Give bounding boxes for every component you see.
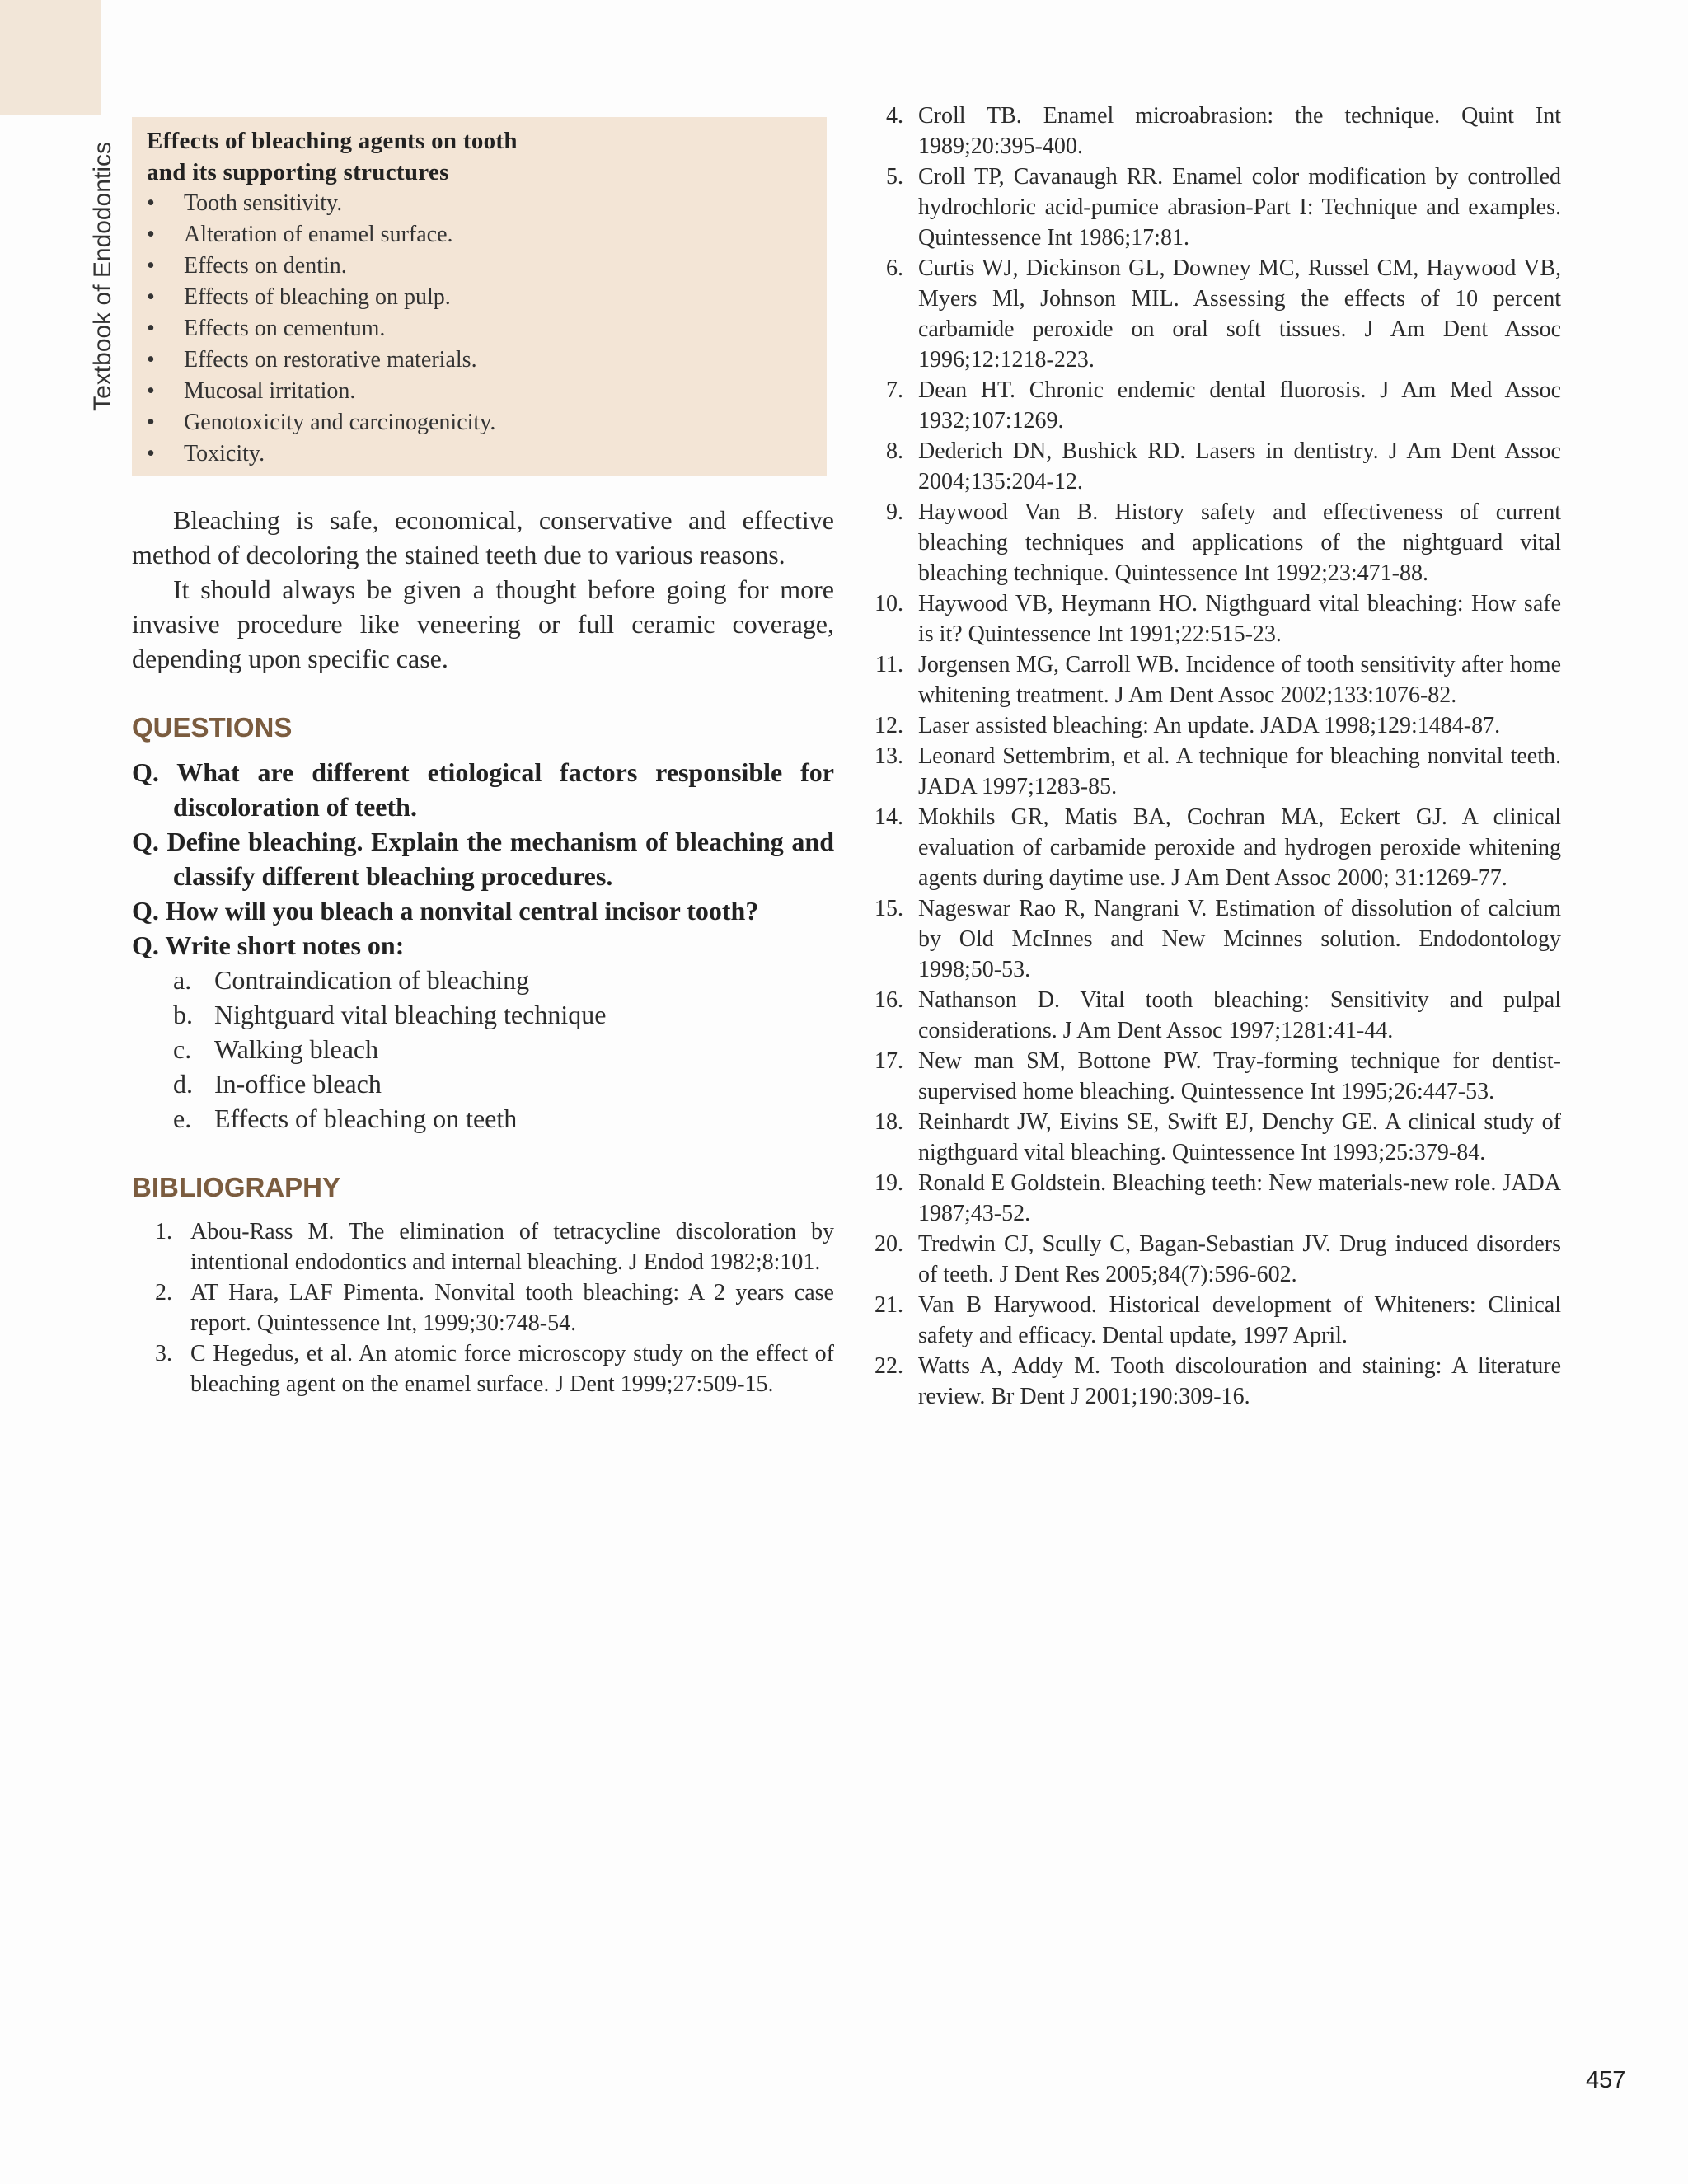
short-note-letter: b.: [173, 1000, 193, 1029]
reference-item: [132, 1277, 834, 1338]
question-item: Q. Write short notes on:: [132, 930, 405, 960]
summary-box-item-text: Toxicity.: [184, 441, 265, 466]
summary-box-item-text: Genotoxicity and carcinogenicity.: [184, 410, 496, 435]
questions-list: [132, 755, 834, 963]
bullet-marker: •: [147, 190, 155, 216]
reference-item: [865, 1168, 1561, 1229]
reference-number: 14.: [874, 804, 903, 830]
short-note-text: Effects of bleaching on teeth: [214, 1104, 518, 1133]
bullet-marker: •: [147, 253, 155, 279]
reference-item: [865, 375, 1561, 436]
reference-number: 6.: [886, 255, 903, 281]
short-note-text: Contraindication of bleaching: [214, 965, 530, 995]
bullet-marker: •: [147, 347, 155, 373]
summary-box-title-line1: Effects of bleaching agents on tooth: [147, 128, 518, 154]
reference-text: Watts A, Addy M. Tooth discolouration and staining: A literature review. Br Dent J 2001;190:309-16.: [918, 1353, 1561, 1409]
question-item: Q. What are different etiological factors responsible for discoloration of teeth.: [132, 757, 834, 822]
reference-item: [865, 1229, 1561, 1290]
summary-box-item-text: Alteration of enamel surface.: [184, 222, 453, 247]
summary-box-item: [147, 438, 812, 470]
reference-item: [865, 1351, 1561, 1412]
reference-number: 19.: [874, 1170, 903, 1196]
reference-text: Abou-Rass M. The elimination of tetracycline discoloration by intentional endodontics and internal bleaching. J Endod 1982;8:101.: [190, 1219, 834, 1275]
reference-text: Croll TB. Enamel microabrasion: the technique. Quint Int 1989;20:395-400.: [918, 103, 1561, 159]
short-note-letter: c.: [173, 1034, 192, 1064]
reference-text: Curtis WJ, Dickinson GL, Downey MC, Russel CM, Haywood VB, Myers Ml, Johnson MIL. Assessing the effects of 10 percent carbamide peroxide on oral soft tissues. J Am Dent Assoc 1996;12:1218-223.: [918, 255, 1561, 373]
short-note-item: [132, 1032, 834, 1066]
reference-item: [865, 588, 1561, 649]
reference-text: Jorgensen MG, Carroll WB. Incidence of tooth sensitivity after home whitening treatment. J Am Dent Assoc 2002;133:1076-82.: [918, 652, 1561, 708]
corner-tab: [0, 0, 101, 115]
reference-text: Leonard Settembrim, et al. A technique for bleaching nonvital teeth. JADA 1997;1283-85.: [918, 743, 1561, 799]
reference-number: 1.: [155, 1219, 172, 1244]
question-item: Q. Define bleaching. Explain the mechanism of bleaching and classify different bleaching procedures.: [132, 827, 834, 891]
reference-number: 17.: [874, 1048, 903, 1074]
reference-number: 15.: [874, 896, 903, 921]
page-number: 457: [1586, 2067, 1626, 2093]
short-note-text: Walking bleach: [214, 1034, 379, 1064]
reference-item: [132, 1338, 834, 1399]
reference-item: [865, 741, 1561, 802]
reference-number: 12.: [874, 713, 903, 738]
bibliography-list-right: [865, 101, 1561, 1412]
bullet-marker: •: [147, 410, 155, 435]
reference-number: 4.: [886, 103, 903, 129]
reference-text: Croll TP, Cavanaugh RR. Enamel color modification by controlled hydrochloric acid-pumice abrasion-Part I: Technique and examples. Quintessence Int 1986;17:81.: [918, 164, 1561, 251]
paragraph: Bleaching is safe, economical, conservative and effective method of decoloring the stained teeth due to various reasons.: [132, 505, 834, 569]
question-item: Q. How will you bleach a nonvital central incisor tooth?: [132, 896, 759, 926]
reference-text: Haywood Van B. History safety and effectiveness of current bleaching techniques and applications of the nightguard vital bleaching technique. Quintessence Int 1992;23:471-88.: [918, 499, 1561, 586]
summary-box-item: [147, 219, 812, 251]
questions-heading: QUESTIONS: [132, 712, 293, 743]
short-note-text: In-office bleach: [214, 1069, 382, 1099]
reference-item: [865, 1046, 1561, 1107]
reference-number: 5.: [886, 164, 903, 190]
reference-number: 8.: [886, 438, 903, 464]
reference-text: Ronald E Goldstein. Bleaching teeth: New materials-new role. JADA 1987;43-52.: [918, 1170, 1561, 1226]
reference-number: 3.: [155, 1341, 172, 1366]
right-column: [865, 101, 1561, 1412]
bullet-marker: •: [147, 222, 155, 247]
summary-box-item-text: Effects of bleaching on pulp.: [184, 284, 451, 310]
summary-box-list: [147, 188, 812, 470]
reference-text: Dederich DN, Bushick RD. Lasers in dentistry. J Am Dent Assoc 2004;135:204-12.: [918, 438, 1561, 494]
reference-text: Laser assisted bleaching: An update. JADA 1998;129:1484-87.: [918, 713, 1501, 738]
summary-box-item: [147, 313, 812, 344]
bullet-marker: •: [147, 284, 155, 310]
summary-box-item-text: Effects on dentin.: [184, 253, 347, 279]
reference-item: [865, 253, 1561, 375]
bullet-marker: •: [147, 441, 155, 466]
summary-box-item: [147, 188, 812, 219]
reference-text: Haywood VB, Heymann HO. Nigthguard vital bleaching: How safe is it? Quintessence Int 1991;22:515-23.: [918, 591, 1561, 647]
reference-number: 7.: [886, 377, 903, 403]
reference-number: 10.: [874, 591, 903, 616]
reference-item: [865, 1107, 1561, 1168]
reference-number: 9.: [886, 499, 903, 525]
reference-number: 20.: [874, 1231, 903, 1257]
reference-item: [865, 985, 1561, 1046]
short-note-item: [132, 997, 834, 1032]
reference-number: 2.: [155, 1280, 172, 1305]
reference-number: 18.: [874, 1109, 903, 1135]
summary-box-item: [147, 407, 812, 438]
reference-text: Van B Harywood. Historical development of Whiteners: Clinical safety and efficacy. Dental update, 1997 April.: [918, 1292, 1561, 1348]
reference-item: [865, 162, 1561, 253]
summary-box-item-text: Tooth sensitivity.: [184, 190, 343, 216]
short-note-item: [132, 1066, 834, 1101]
summary-box-item-text: Effects on restorative materials.: [184, 347, 477, 373]
reference-item: [865, 101, 1561, 162]
reference-text: New man SM, Bottone PW. Tray-forming technique for dentist-supervised home bleaching. Quintessence Int 1995;26:447-53.: [918, 1048, 1561, 1104]
summary-box-item: [147, 282, 812, 313]
reference-text: Mokhils GR, Matis BA, Cochran MA, Eckert GJ. A clinical evaluation of carbamide peroxide and hydrogen peroxide whitening agents during daytime use. J Am Dent Assoc 2000; 31:1269-77.: [918, 804, 1561, 891]
running-title: Textbook of Endodontics: [89, 142, 116, 411]
reference-item: [132, 1216, 834, 1277]
short-note-item: [132, 963, 834, 997]
summary-box-item-text: Effects on cementum.: [184, 316, 386, 341]
bibliography-list-left: [132, 1216, 834, 1399]
short-notes-list: [132, 963, 834, 1136]
reference-item: [865, 1290, 1561, 1351]
reference-number: 22.: [874, 1353, 903, 1379]
short-note-item: [132, 1101, 834, 1136]
summary-box-title-line2: and its supporting structures: [147, 159, 449, 185]
summary-box-item-text: Mucosal irritation.: [184, 378, 356, 404]
reference-number: 16.: [874, 987, 903, 1013]
reference-item: [865, 893, 1561, 985]
summary-box-item: [147, 344, 812, 376]
left-column: [132, 503, 834, 1399]
summary-box: [132, 117, 827, 476]
reference-number: 13.: [874, 743, 903, 769]
reference-text: Nageswar Rao R, Nangrani V. Estimation of dissolution of calcium by Old McInnes and New Mcinnes solution. Endodontology 1998;50-53.: [918, 896, 1561, 982]
bibliography-heading: BIBLIOGRAPHY: [132, 1172, 341, 1202]
reference-text: C Hegedus, et al. An atomic force microscopy study on the effect of bleaching agent on the enamel surface. J Dent 1999;27:509-15.: [190, 1341, 834, 1397]
reference-item: [865, 710, 1561, 741]
reference-text: Nathanson D. Vital tooth bleaching: Sensitivity and pulpal considerations. J Am Dent Assoc 1997;1281:41-44.: [918, 987, 1561, 1043]
bullet-marker: •: [147, 316, 155, 341]
reference-text: Reinhardt JW, Eivins SE, Swift EJ, Denchy GE. A clinical study of nigthguard vital bleaching. Quintessence Int 1993;25:379-84.: [918, 1109, 1561, 1165]
paragraph: It should always be given a thought before going for more invasive procedure like veneering or full ceramic coverage, depending upon specific case.: [132, 574, 834, 673]
summary-box-item: [147, 376, 812, 407]
short-note-letter: a.: [173, 965, 192, 995]
reference-item: [865, 497, 1561, 588]
short-note-letter: d.: [173, 1069, 193, 1099]
summary-box-item: [147, 251, 812, 282]
reference-text: Dean HT. Chronic endemic dental fluorosis. J Am Med Assoc 1932;107:1269.: [918, 377, 1561, 434]
reference-number: 21.: [874, 1292, 903, 1318]
reference-item: [865, 649, 1561, 710]
reference-item: [865, 802, 1561, 893]
reference-item: [865, 436, 1561, 497]
short-note-text: Nightguard vital bleaching technique: [214, 1000, 607, 1029]
reference-number: 11.: [875, 652, 903, 677]
bullet-marker: •: [147, 378, 155, 404]
reference-text: Tredwin CJ, Scully C, Bagan-Sebastian JV. Drug induced disorders of teeth. J Dent Res 2005;84(7):596-602.: [918, 1231, 1561, 1287]
short-note-letter: e.: [173, 1104, 192, 1133]
reference-text: AT Hara, LAF Pimenta. Nonvital tooth bleaching: A 2 years case report. Quintessence Int, 1999;30:748-54.: [190, 1280, 834, 1336]
